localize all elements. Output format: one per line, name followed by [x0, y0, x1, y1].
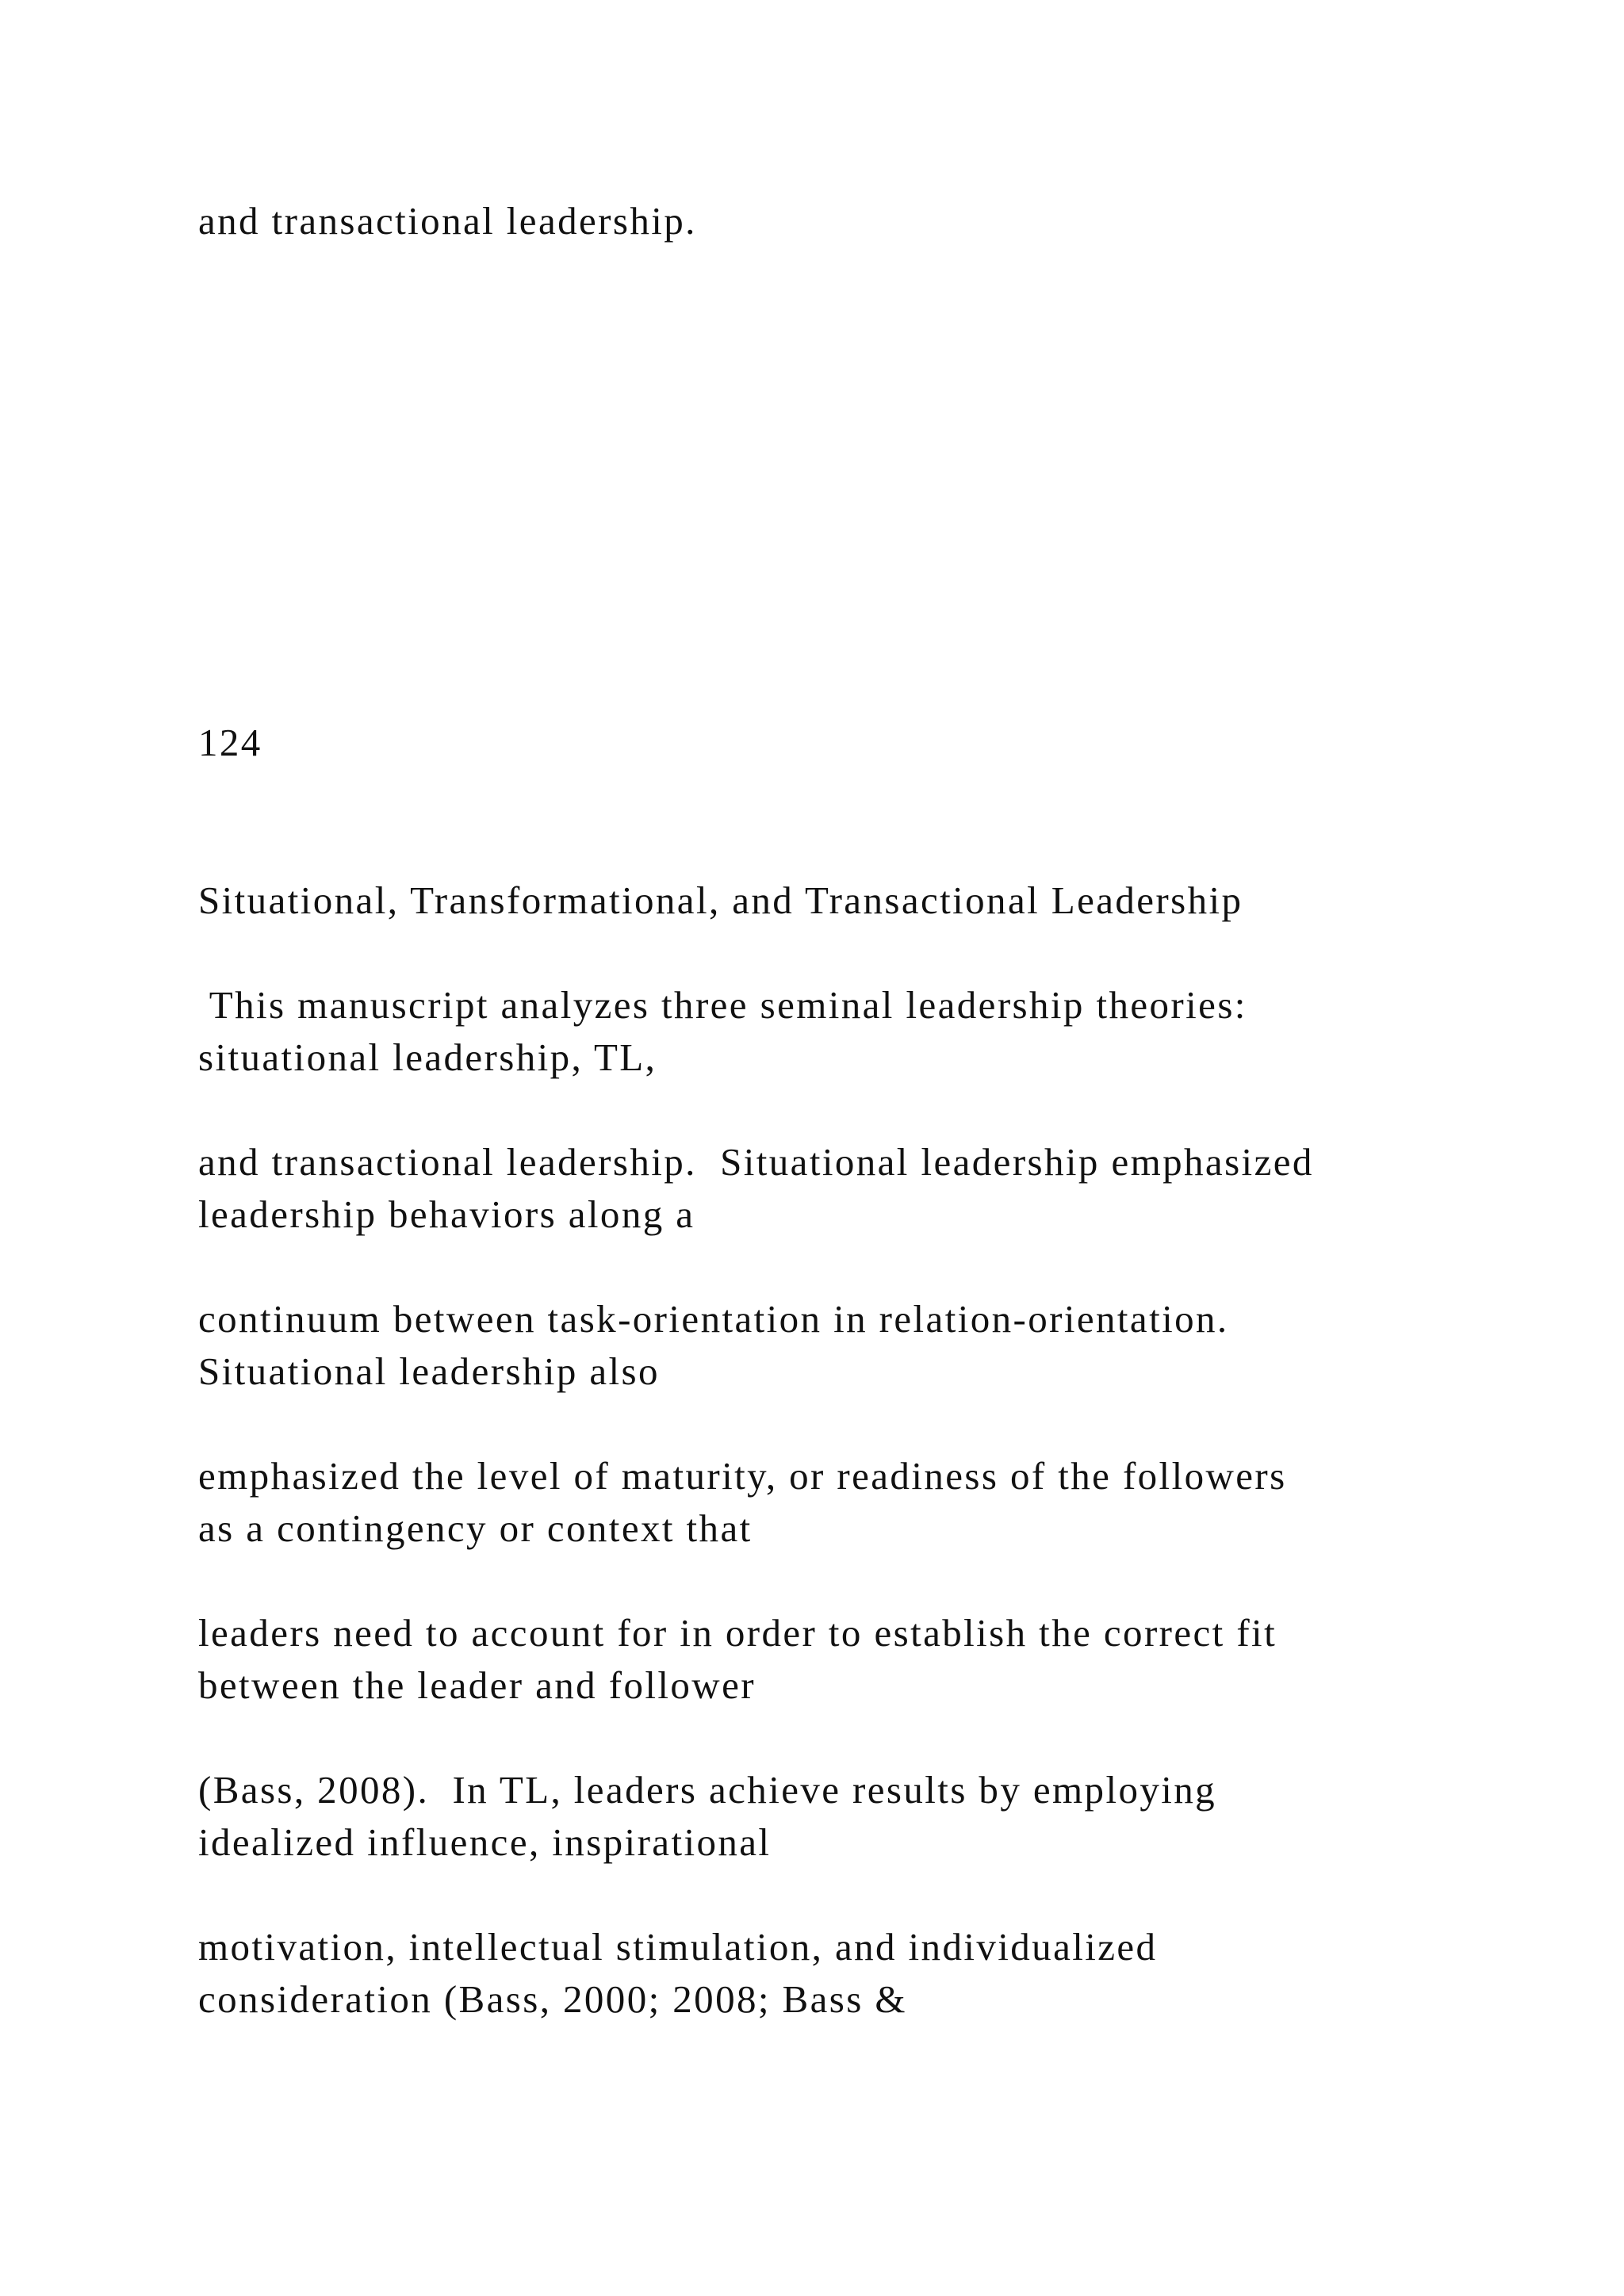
body-line: (Bass, 2008). In TL, leaders achieve results by employing	[198, 1768, 1217, 1812]
body-line: as a contingency or context that	[198, 1506, 753, 1550]
continuation-line: and transactional leadership.	[198, 199, 697, 243]
body-line: motivation, intellectual stimulation, and individualized	[198, 1925, 1158, 1969]
body-line: This manuscript analyzes three seminal leadership theories:	[198, 983, 1247, 1027]
body-line: Situational leadership also	[198, 1349, 660, 1393]
body-line: between the leader and follower	[198, 1663, 756, 1707]
body-line: leaders need to account for in order to establish the correct fit	[198, 1611, 1277, 1655]
body-line: emphasized the level of maturity, or readiness of the followers	[198, 1454, 1287, 1498]
section-title: Situational, Transformational, and Transactional Leadership	[198, 878, 1243, 922]
body-line: consideration (Bass, 2000; 2008; Bass &	[198, 1977, 907, 2021]
body-line: idealized influence, inspirational	[198, 1820, 772, 1864]
body-line: situational leadership, TL,	[198, 1035, 657, 1079]
body-line: and transactional leadership. Situational leadership emphasized	[198, 1140, 1314, 1184]
page-number: 124	[198, 721, 262, 764]
body-line: leadership behaviors along a	[198, 1192, 695, 1236]
body-line: continuum between task-orientation in relation-orientation.	[198, 1297, 1229, 1341]
